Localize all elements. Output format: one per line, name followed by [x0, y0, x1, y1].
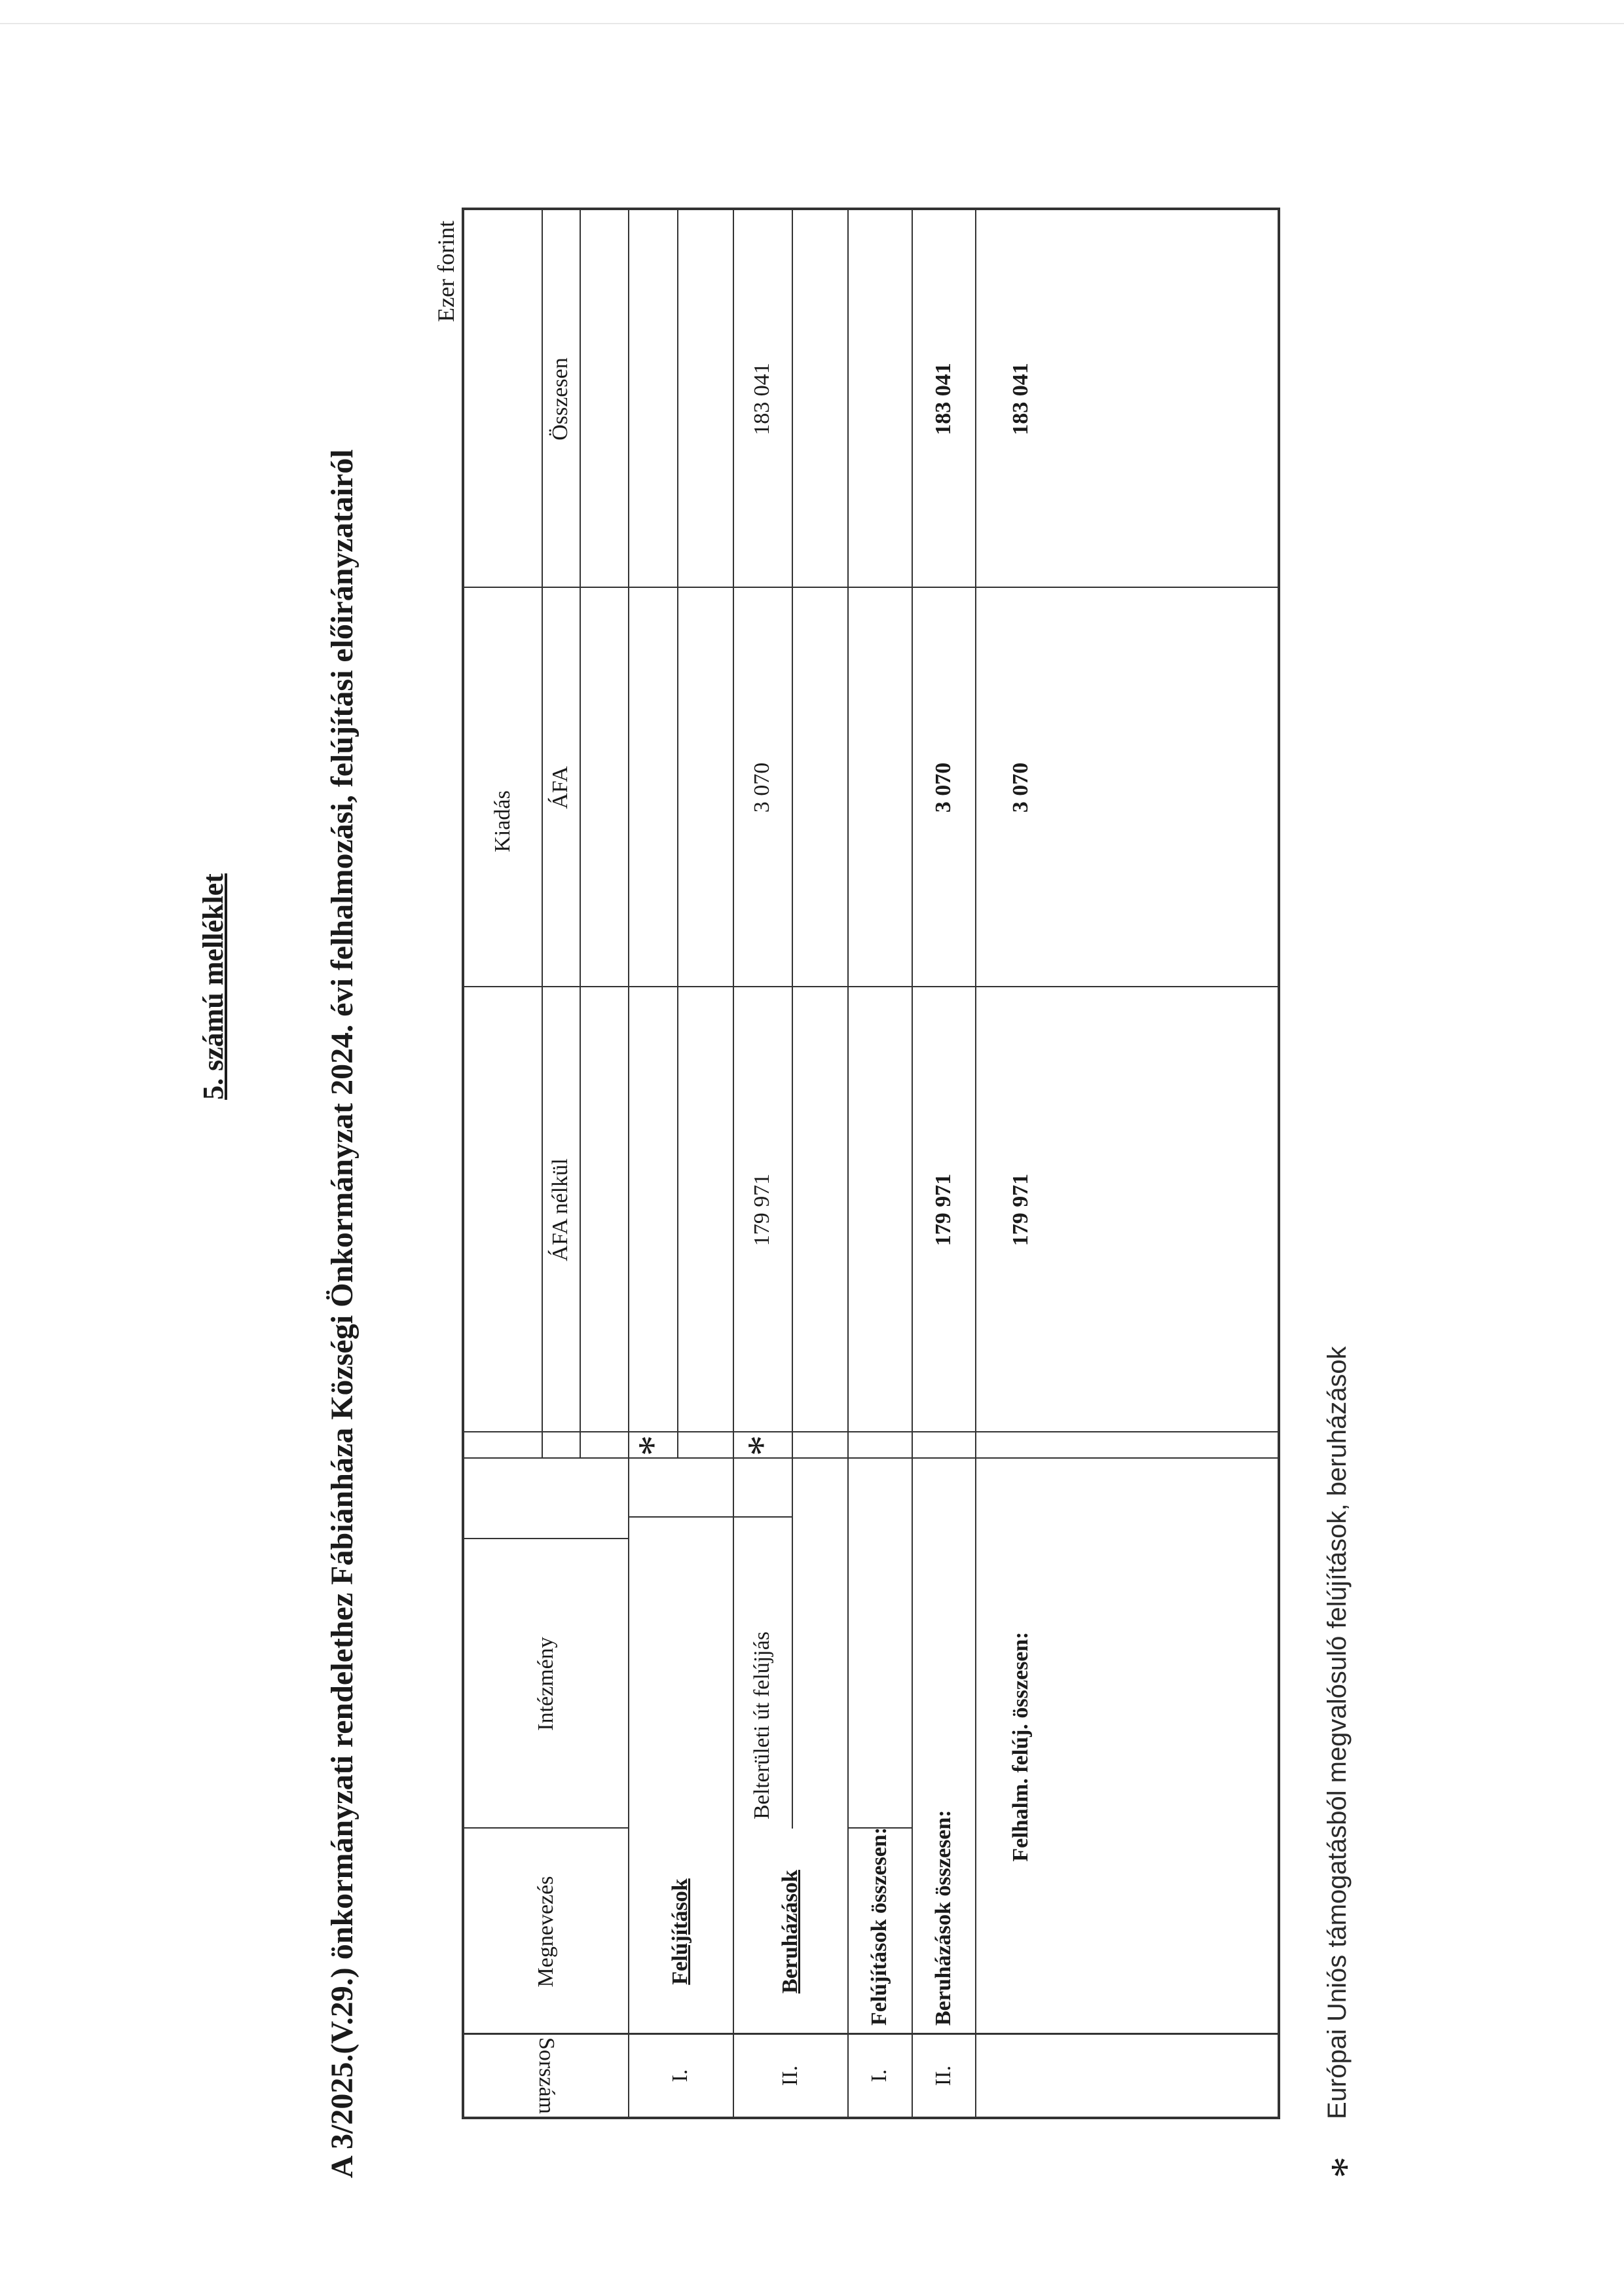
header-osszesen: Összesen	[548, 357, 572, 441]
row-grand-total-afa-nelkul: 179 971	[1008, 1173, 1033, 1247]
row-beruhazasok-total-label: Beruházások összesen:	[931, 1810, 955, 2026]
row-grand-total-afa: 3 070	[1008, 762, 1033, 813]
row-felujitasok-name: Felújítások	[668, 1878, 692, 1985]
row-felujitasok-total-label: Felújítások összesen:	[867, 1827, 891, 2026]
row-beruhazasok-star: *	[739, 1435, 785, 1456]
header-sorszam: Sorszám	[534, 2037, 559, 2115]
row-beruhazasok-num: II.	[777, 2065, 802, 2086]
budget-table	[462, 208, 1280, 2119]
document-title: A 3/2025.(V.29.) önkormányzati rendelethez Fábiánháza Községi Önkormányzat 2024. évi felhalmozási, felújítási előirányzatairól	[325, 449, 360, 2178]
row-beruhazasok-total-num: II.	[931, 2065, 955, 2086]
row-felujitasok-num: I.	[668, 2069, 692, 2083]
row-grand-total-label: Felhalm. felúj. összesen:	[1008, 1631, 1033, 1862]
row-grand-total-osszesen: 183 041	[1008, 363, 1033, 435]
row-beruhazasok-total-afa: 3 070	[931, 762, 955, 813]
row-beruhazasok-osszesen: 183 041	[750, 363, 774, 435]
row-felujitasok-star: *	[629, 1435, 676, 1456]
footnote-text: Európai Uniós támogatásból megvalósuló felújítások, beruházások	[1323, 1346, 1352, 2119]
row-felujitasok-total-num: I.	[867, 2069, 891, 2083]
header-afa: ÁFA	[548, 766, 572, 809]
header-intezmeny: Intézmény	[534, 1637, 558, 1731]
row-beruhazasok-total-osszesen: 183 041	[931, 363, 955, 435]
row-beruhazasok-name: Beruházások	[777, 1870, 802, 1994]
scan-edge-line	[0, 23, 1624, 24]
row-beruhazasok-item: Belterületi út felújjás	[750, 1631, 774, 1819]
header-afa-nelkul: ÁFA nélkül	[548, 1158, 572, 1262]
row-beruhazasok-total-afa-nelkul: 179 971	[931, 1173, 955, 1247]
footnote-star: *	[1322, 2157, 1370, 2178]
annex-title: 5. számú melléklet	[197, 873, 229, 1100]
unit-label: Ezer forint	[433, 221, 459, 322]
header-kiadas: Kiadás	[490, 790, 515, 852]
row-beruhazasok-afa-nelkul: 179 971	[750, 1173, 774, 1247]
header-megnevezes: Megnevezés	[534, 1876, 558, 1988]
row-beruhazasok-afa: 3 070	[750, 762, 774, 813]
